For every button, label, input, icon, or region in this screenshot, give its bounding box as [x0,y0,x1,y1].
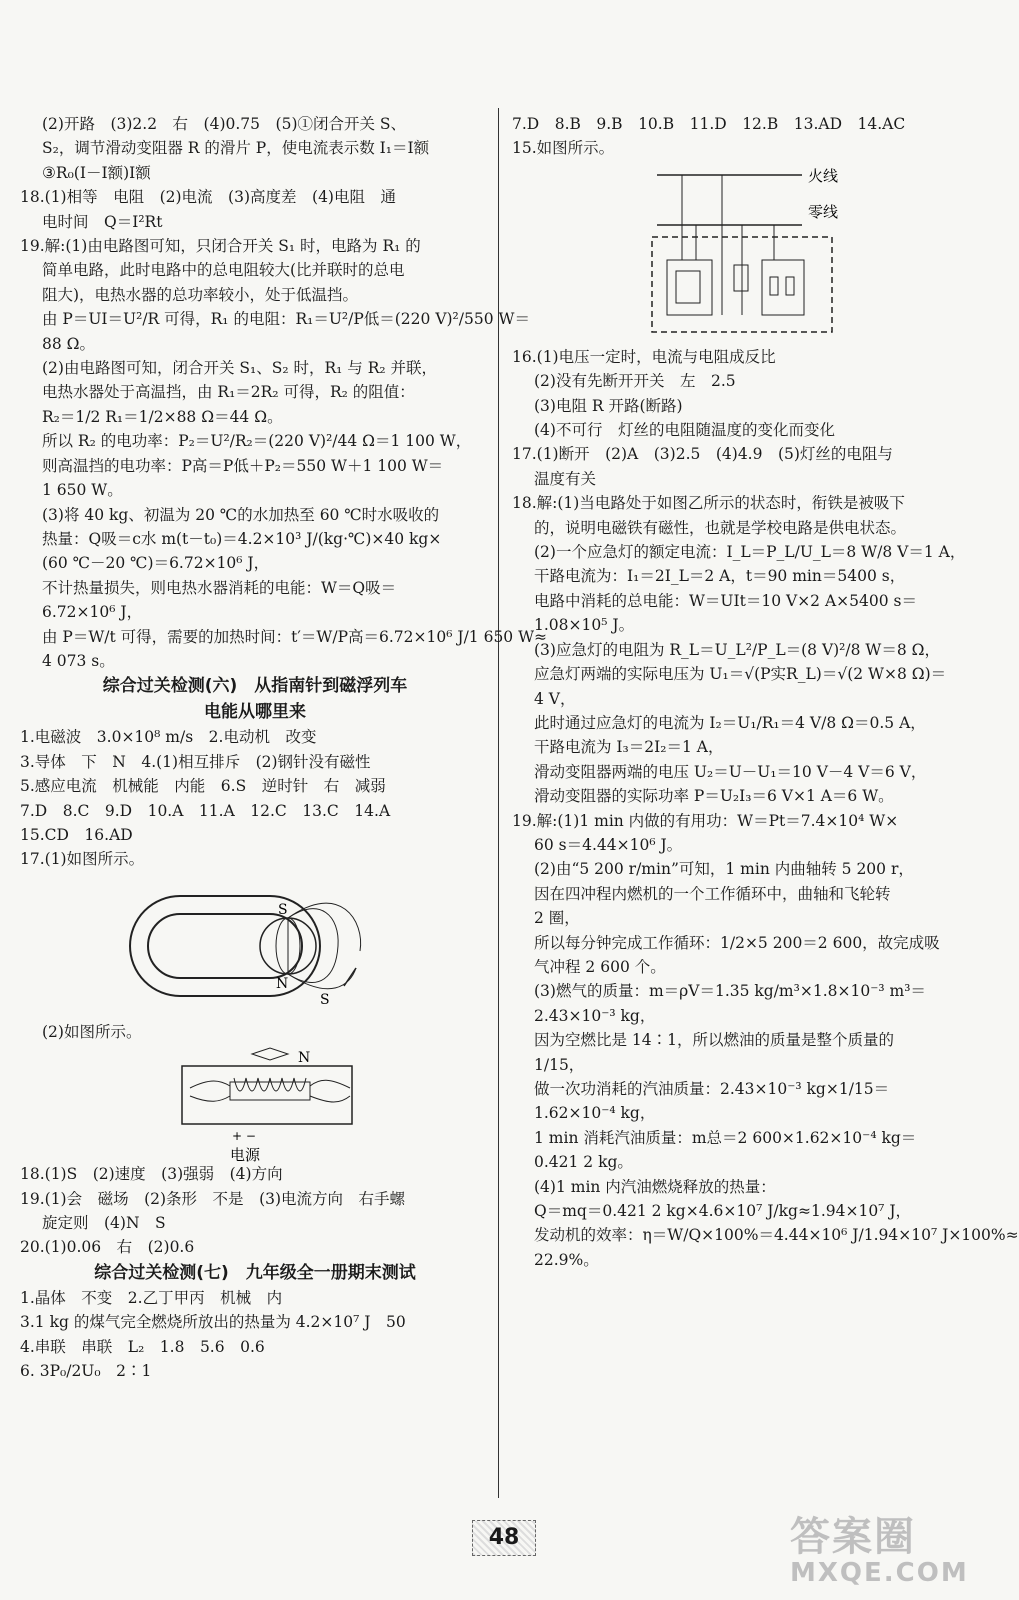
watermark-logo [790,1505,990,1595]
text-line: 19.解:(1)1 min 内做的有用功：W＝Pt＝7.4×10⁴ W× [512,811,899,830]
text-line: 所以 R₂ 的电功率：P₂＝U²/R₂＝(220 V)²/44 Ω＝1 100 W， [42,432,472,451]
text-line: 1.电磁波 3.0×10⁸ m/s 2.电动机 改变 [20,728,317,747]
text-line: 做一次功消耗的汽油质量：2.43×10⁻³ kg×1/15＝ [534,1080,890,1098]
section-heading: 综合过关检测(七) 九年级全一册期末测试 [94,1262,416,1283]
solenoid-diagram [20,1048,460,1165]
text-line: 6.72×10⁶ J， [42,603,143,622]
text-line: 2.43×10⁻³ kg， [534,1006,656,1025]
solenoid-figure [20,1048,490,1165]
text-line: 滑动变阻器的实际功率 P＝U₂I₃＝6 V×1 A＝6 W。 [534,787,894,806]
text-line: (4)1 min 内汽油燃烧释放的热量： [534,1177,776,1196]
text-line: 1.晶体 不变 2.乙丁甲丙 机械 内 [20,1288,283,1307]
text-line: 17.(1)如图所示。 [20,850,145,869]
pole-label: N [276,975,289,992]
text-line: 旋定则 (4)N S [42,1214,166,1232]
text-line: 不计热量损失，则电热水器消耗的电能：W＝Q吸＝ [42,578,397,597]
text-line: 1 min 消耗汽油质量：m总＝2 600×1.62×10⁻⁴ kg＝ [534,1128,917,1147]
text-line: 发动机的效率：η＝W/Q×100%＝4.44×10⁶ J/1.94×10⁷ J×100%≈ [534,1226,1019,1245]
text-line: (4)不可行 灯丝的电阻随温度的变化而变化 [534,421,835,440]
text-line: 4.串联 串联 L₂ 1.8 5.6 0.6 [20,1337,265,1356]
text-line: (60 ℃－20 ℃)＝6.72×10⁶ J， [42,554,270,573]
wire-label: 火线 [808,166,839,185]
text-line: 因为空燃比是 14∶1，所以燃油的质量是整个质量的 [534,1031,895,1050]
power-label: 电源 [230,1146,261,1165]
pole-label: S [320,991,330,1008]
text-line: 简单电路，此时电路中的总电阻较大(比并联时的总电 [42,261,405,280]
text-line: 电时间 Q＝I²Rt [42,212,163,231]
magnet-field-figure [20,876,490,1016]
text-line: (2)没有先断开开关 左 2.5 [534,372,736,391]
text-line: 0.421 2 kg。 [534,1153,633,1172]
text-line: 温度有关 [534,469,597,488]
text-line: 应急灯两端的实际电压为 U₁＝√(P实R_L)＝√(2 W×8 Ω)＝ [534,665,947,684]
text-line: 的，说明电磁铁有磁性，也就是学校电路是供电状态。 [534,518,907,537]
text-line: 7.D 8.C 9.D 10.A 11.A 12.C 13.C 14.A [20,801,391,820]
text-line: 6. 3P₀/2U₀ 2∶1 [20,1362,152,1381]
text-line: 22.9%。 [534,1250,599,1269]
left-column [20,112,548,1383]
text-line: (3)燃气的质量：m＝ρV＝1.35 kg/m³×1.8×10⁻³ m³＝ [534,982,926,1001]
text-line: R₂＝1/2 R₁＝1/2×88 Ω＝44 Ω。 [42,407,283,426]
section-heading: 电能从哪里来 [204,702,306,723]
text-line: 气冲程 2 600 个。 [534,957,666,976]
text-line: 此时通过应急灯的电流为 I₂＝U₁/R₁＝4 V/8 Ω＝0.5 A， [534,713,926,732]
text-line: 18.解:(1)当电路处于如图乙所示的状态时，衔铁是被吸下 [512,494,905,513]
section-heading: 综合过关检测(六) 从指南针到磁浮列车 [102,676,408,697]
text-line: 16.(1)电压一定时，电流与电阻成反比 [512,347,776,366]
text-line: 电热水器处于高温挡，由 R₁＝2R₂ 可得，R₂ 的阻值： [42,383,415,402]
text-line: 因在四冲程内燃机的一个工作循环中，曲轴和飞轮转 [534,884,891,903]
text-line: 由 P＝UI＝U²/R 可得，R₁ 的电阻：R₁＝U²/P低＝(220 V)²/550 W＝ [42,310,530,329]
text-line: 60 s＝4.44×10⁶ J。 [534,835,683,854]
text-line: 电路中消耗的总电能：W＝UIt＝10 V×2 A×5400 s＝ [534,591,917,610]
text-line: 滑动变阻器两端的电压 U₂＝U－U₁＝10 V－4 V＝6 V， [534,762,927,781]
text-line: ③R₀(I－I额)I额 [42,163,151,182]
text-line: 1 650 W。 [42,481,123,500]
text-line: 则高温挡的电功率：P高＝P低＋P₂＝550 W＋1 100 W＝ [42,456,444,475]
wire-label: 零线 [808,202,839,221]
text-line: 5.感应电流 机械能 内能 6.S 逆时针 右 减弱 [20,777,386,796]
text-line: 18.(1)S (2)速度 (3)强弱 (4)方向 [20,1165,283,1184]
text-line: 1.62×10⁻⁴ kg， [534,1104,656,1123]
text-line: (2)由电路图可知，闭合开关 S₁、S₂ 时，R₁ 与 R₂ 并联， [42,359,438,378]
text-line: 3.导体 下 N 4.(1)相互排斥 (2)钢针没有磁性 [20,752,371,771]
text-line: 由 P＝W/t 可得，需要的加热时间：t′＝W/P高＝6.72×10⁶ J/1 650 W≈ [42,627,548,646]
text-line: 4 V， [534,689,576,708]
text-line: 15.如图所示。 [512,139,615,158]
watermark-text: 答案圈 [790,1514,916,1560]
text-line: 3.1 kg 的煤气完全燃烧所放出的热量为 4.2×10⁷ J 50 [20,1313,406,1332]
right-column [512,112,1019,1272]
text-line: 干路电流为：I₁＝2I_L＝2 A，t＝90 min＝5400 s， [534,567,906,586]
text-line: (3)应急灯的电阻为 R_L＝U_L²/P_L＝(8 V)²/8 W＝8 Ω， [534,640,940,659]
text-line: 20.(1)0.06 右 (2)0.6 [20,1238,195,1257]
text-line: 4 073 s。 [42,651,115,670]
text-line: 19.解:(1)由电路图可知，只闭合开关 S₁ 时，电路为 R₁ 的 [20,237,421,256]
household-circuit-diagram [512,165,952,341]
text-line: 阻大)，电热水器的总功率较小，处于低温挡。 [42,285,359,304]
text-line: 7.D 8.B 9.B 10.B 11.D 12.B 13.AD 14.AC [512,115,906,133]
text-line: (2)一个应急灯的额定电流：I_L＝P_L/U_L＝8 W/8 V＝1 A， [534,543,966,562]
text-line: 88 Ω。 [42,334,96,353]
household-circuit-figure [512,165,980,341]
text-line: 干路电流为 I₃＝2I₂＝1 A， [534,738,724,757]
text-line: (2)开路 (3)2.2 右 (4)0.75 (5)①闭合开关 S、 [42,115,407,133]
pole-label: S [278,901,288,918]
text-line: 18.(1)相等 电阻 (2)电流 (3)高度差 (4)电阻 通 [20,188,396,207]
pole-label: N [298,1050,311,1067]
text-line: 17.(1)断开 (2)A (3)2.5 (4)4.9 (5)灯丝的电阻与 [512,445,893,464]
text-line: S₂，调节滑动变阻器 R 的滑片 P，使电流表示数 I₁＝I额 [42,139,430,158]
text-line: 15.CD 16.AD [20,825,133,844]
text-line: (3)将 40 kg、初温为 20 ℃的水加热至 60 ℃时水吸收的 [42,505,440,524]
page-number: 48 [472,1520,536,1556]
text-line: (2)如图所示。 [42,1022,142,1041]
text-line: 2 圈， [534,909,580,928]
text-line: 1.08×10⁵ J。 [534,616,635,635]
svg-text:+ −: + − [232,1129,256,1144]
text-line: 19.(1)会 磁场 (2)条形 不是 (3)电流方向 右手螺 [20,1189,406,1208]
watermark-url: MXQE.COM [790,1558,969,1588]
magnet-field-diagram [20,876,460,1016]
text-line: Q＝mq＝0.421 2 kg×4.6×10⁷ J/kg≈1.94×10⁷ J， [534,1202,912,1221]
text-line: 所以每分钟完成工作循环：1/2×5 200＝2 600，故完成吸 [534,933,940,952]
text-line: (2)由“5 200 r/min”可知，1 min 内曲轴转 5 200 r， [534,860,914,879]
text-line: 热量：Q吸＝c水 m(t－t₀)＝4.2×10³ J/(kg·℃)×40 kg× [42,529,442,548]
text-line: (3)电阻 R 开路(断路) [534,396,683,415]
text-line: 1/15， [534,1055,585,1074]
